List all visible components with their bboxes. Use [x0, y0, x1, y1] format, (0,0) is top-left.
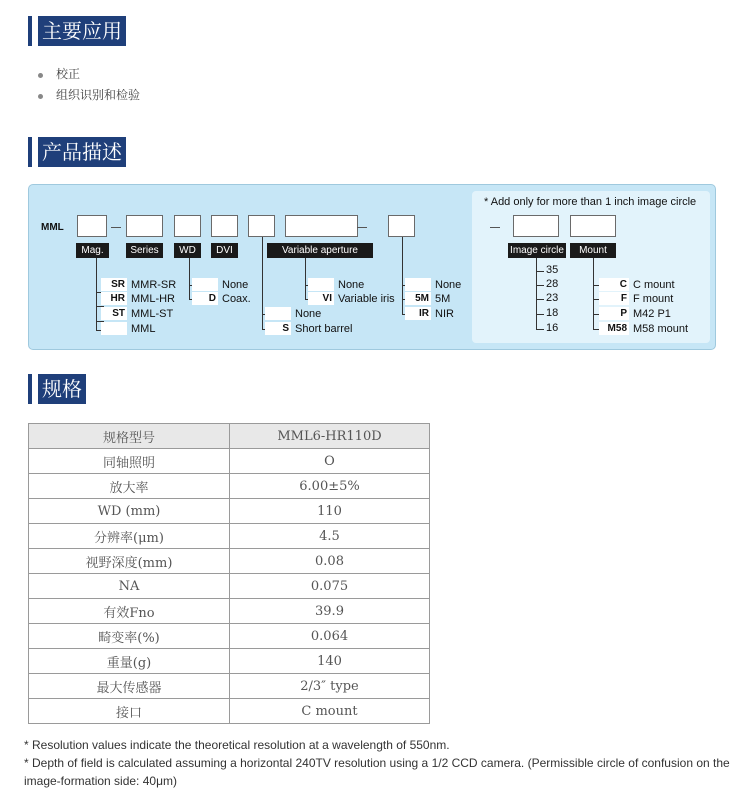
mount-option: C C mount — [599, 278, 675, 292]
mount-box — [570, 215, 616, 237]
label-mount: Mount — [570, 243, 616, 258]
spec-key: 规格型号 — [29, 424, 230, 449]
heading-title: 规格 — [38, 374, 86, 404]
heading-accent-bar — [28, 137, 32, 167]
last-option: IR NIR — [405, 307, 454, 321]
last-box — [388, 215, 415, 237]
spec-value: 140 — [230, 649, 430, 674]
spec-key: NA — [29, 574, 230, 599]
spec-value: 4.5 — [230, 524, 430, 549]
series-option: MML — [101, 322, 155, 336]
connector-line — [402, 237, 403, 315]
connector-line — [536, 271, 544, 272]
applications-list — [38, 64, 140, 106]
dvi-option: D Coax. — [192, 292, 251, 306]
spec-value: 0.08 — [230, 549, 430, 574]
spec-value: 39.9 — [230, 599, 430, 624]
label-variable-aperture: Variable aperture — [267, 243, 373, 258]
connector-line — [536, 329, 544, 330]
mount-option: F F mount — [599, 292, 673, 306]
spec-key: 视野深度(mm) — [29, 549, 230, 574]
mount-option: P M42 P1 — [599, 307, 671, 321]
image-circle-box — [513, 215, 559, 237]
table-row — [29, 599, 430, 624]
dvi-box — [211, 215, 238, 237]
spec-key: 同轴照明 — [29, 449, 230, 474]
image-circle-value: 18 — [546, 307, 559, 319]
connector-line — [536, 258, 537, 330]
label-dvi: DVI — [211, 243, 238, 258]
table-row — [29, 649, 430, 674]
large-image-circle-panel — [472, 191, 710, 343]
spec-table — [28, 423, 430, 724]
image-circle-value: 16 — [546, 322, 559, 334]
spec-key: 接口 — [29, 699, 230, 724]
aperture-box — [285, 215, 358, 237]
diagram-note: * Add only for more than 1 inch image circle — [484, 196, 697, 208]
bullet-icon — [38, 94, 43, 99]
spec-value: 2/3″ type — [230, 674, 430, 699]
spec-key: 畸变率(%) — [29, 624, 230, 649]
heading-title: 主要应用 — [38, 16, 126, 46]
table-row — [29, 449, 430, 474]
connector-line — [305, 258, 306, 300]
connector-line — [96, 258, 97, 330]
spec-key: WD (mm) — [29, 499, 230, 524]
table-row — [29, 549, 430, 574]
mount-option: M58 M58 mount — [599, 322, 688, 336]
connector-line — [536, 285, 544, 286]
list-item: 校正 — [38, 64, 140, 85]
spec-value: 0.064 — [230, 624, 430, 649]
model-code-diagram — [28, 184, 716, 350]
last-option: None — [405, 278, 461, 292]
table-row — [29, 574, 430, 599]
spec-value: 6.00±5% — [230, 474, 430, 499]
spec-key: 分辨率(μm) — [29, 524, 230, 549]
connector-line — [536, 299, 544, 300]
spec-key: 重量(g) — [29, 649, 230, 674]
table-row — [29, 499, 430, 524]
dash — [357, 227, 367, 228]
dash — [490, 227, 500, 228]
spec-value: C mount — [230, 699, 430, 724]
image-circle-value: 23 — [546, 292, 559, 304]
spec-value: MML6-HR110D — [230, 424, 430, 449]
mag-box — [77, 215, 107, 237]
series-box — [126, 215, 163, 237]
connector-line — [536, 314, 544, 315]
table-row — [29, 674, 430, 699]
label-image-circle: Image circle — [508, 243, 566, 258]
connector-line — [262, 237, 263, 330]
section-heading-applications — [28, 16, 126, 46]
table-row — [29, 699, 430, 724]
connector-line — [593, 258, 594, 330]
label-mag: Mag. — [76, 243, 109, 258]
aperture-option: VI Variable iris — [308, 292, 395, 306]
list-item: 组织识别和检验 — [38, 85, 140, 106]
footnote: * Resolution values indicate the theoretical resolution at a wavelength of 550nm. — [24, 738, 450, 752]
spec-value: 0.075 — [230, 574, 430, 599]
table-row — [29, 424, 430, 449]
aperture-option: None — [308, 278, 364, 292]
footnote: * Depth of field is calculated assuming a horizontal 240TV resolution using a 1/2 CCD camera. (Permissible circle of confusion on the image-formation side: 40μm) — [24, 756, 730, 788]
heading-title: 产品描述 — [38, 137, 126, 167]
section-heading-description — [28, 137, 126, 167]
bullet-icon — [38, 73, 43, 78]
spec-key: 最大传感器 — [29, 674, 230, 699]
last-option: 5M 5M — [405, 292, 450, 306]
label-wd: WD — [174, 243, 201, 258]
spec-key: 有效Fno — [29, 599, 230, 624]
connector-line — [189, 258, 190, 300]
spec-value: 110 — [230, 499, 430, 524]
table-row — [29, 624, 430, 649]
spec-key: 放大率 — [29, 474, 230, 499]
section-heading-specs — [28, 374, 86, 404]
image-circle-value: 35 — [546, 264, 559, 276]
wd-box — [174, 215, 201, 237]
spec-value: O — [230, 449, 430, 474]
series-option: HR MML-HR — [101, 292, 175, 306]
barrel-box — [248, 215, 275, 237]
table-row — [29, 474, 430, 499]
heading-accent-bar — [28, 374, 32, 404]
series-option: SR MMR-SR — [101, 278, 176, 292]
barrel-option: S Short barrel — [265, 322, 352, 336]
series-option: ST MML-ST — [101, 307, 173, 321]
dvi-option: None — [192, 278, 248, 292]
heading-accent-bar — [28, 16, 32, 46]
image-circle-value: 28 — [546, 278, 559, 290]
model-prefix: MML — [41, 222, 64, 233]
barrel-option: None — [265, 307, 321, 321]
label-series: Series — [126, 243, 163, 258]
table-row — [29, 524, 430, 549]
footnotes — [24, 736, 740, 790]
dash — [111, 227, 121, 228]
